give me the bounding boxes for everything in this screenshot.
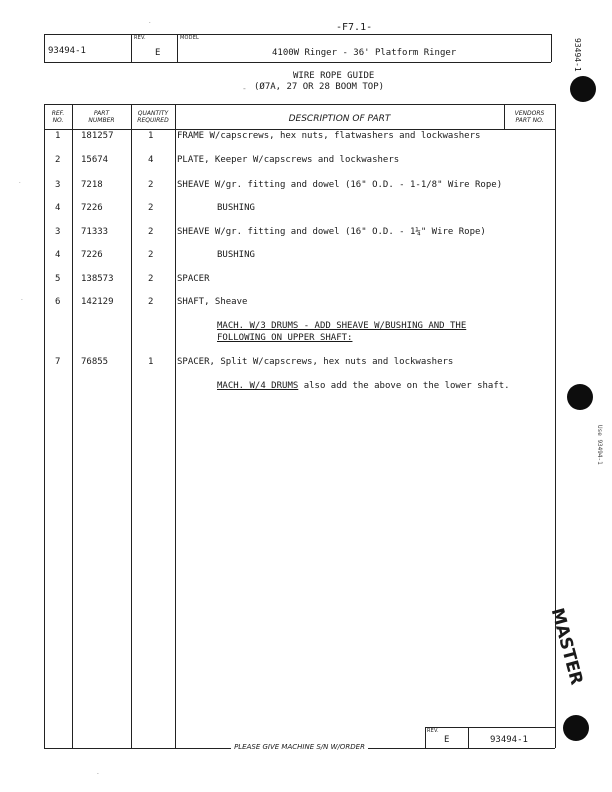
ref-number: 1 xyxy=(55,131,61,141)
description: BUSHING xyxy=(217,250,255,260)
table-left-border xyxy=(44,104,45,748)
binder-hole-bottom xyxy=(563,715,589,741)
header-right-border xyxy=(551,34,552,62)
ref-number: 3 xyxy=(55,227,61,237)
table-right-border xyxy=(555,104,556,748)
ref-number: 4 xyxy=(55,250,61,260)
col-header-qty: QUANTITY REQUIRED xyxy=(137,110,169,124)
ref-number: 4 xyxy=(55,203,61,213)
col-header-vendors: VENDORS PART NO. xyxy=(514,110,545,124)
description: SPACER xyxy=(177,274,210,284)
part-number: 142129 xyxy=(81,297,114,307)
col-header-part: PART NUMBER xyxy=(88,110,115,124)
description: SHEAVE W/gr. fitting and dowel (16" O.D. - 1¼" Wire Rope) xyxy=(177,227,486,237)
binder-hole-middle xyxy=(567,384,593,410)
header-divider-2 xyxy=(177,34,178,62)
master-stamp: MASTER xyxy=(546,606,587,688)
ref-number: 6 xyxy=(55,297,61,307)
quantity: 2 xyxy=(148,250,154,260)
table-top-border xyxy=(44,104,555,105)
part-number: 7226 xyxy=(81,203,103,213)
quantity: 2 xyxy=(148,180,154,190)
quantity: 2 xyxy=(148,274,154,284)
stray-mark: - xyxy=(20,296,24,303)
ref-number: 3 xyxy=(55,180,61,190)
page-number: -F7.1- xyxy=(336,22,373,33)
ink-mark: - xyxy=(242,84,247,93)
header-rev-value: E xyxy=(155,48,161,58)
col-header-ref: REF. NO. xyxy=(51,110,65,124)
col-divider-part xyxy=(131,104,132,748)
description: SHEAVE W/gr. fitting and dowel (16" O.D. - 1-1/8" Wire Rope) xyxy=(177,180,503,190)
part-number: 138573 xyxy=(81,274,114,284)
top-right-code: 93494-1 xyxy=(573,38,582,72)
quantity: 4 xyxy=(148,155,154,165)
description: SHAFT, Sheave xyxy=(177,297,248,307)
description: BUSHING xyxy=(217,203,255,213)
ref-number: 7 xyxy=(55,357,61,367)
description: PLATE, Keeper W/capscrews and lockwashers xyxy=(177,155,400,165)
header-rev-label: REV. xyxy=(134,35,146,41)
quantity: 1 xyxy=(148,131,154,141)
stray-mark: . xyxy=(148,18,152,25)
col-header-description: DESCRIPTION OF PART xyxy=(288,114,391,124)
stray-mark: . xyxy=(18,178,22,185)
part-number: 7218 xyxy=(81,180,103,190)
header-bottom-border xyxy=(44,62,551,63)
ref-number: 5 xyxy=(55,274,61,284)
note-four-drums xyxy=(217,381,510,392)
quantity: 2 xyxy=(148,203,154,213)
part-number: 181257 xyxy=(81,131,114,141)
part-number: 76855 xyxy=(81,357,109,367)
header-model: 4100W Ringer - 36' Platform Ringer xyxy=(272,48,457,58)
quantity: 1 xyxy=(148,357,154,367)
footer-doc-number: 93494-1 xyxy=(490,735,528,745)
part-number: 15674 xyxy=(81,155,109,165)
footer-rev-value: E xyxy=(444,735,450,745)
description: SPACER, Split W/capscrews, hex nuts and lockwashers xyxy=(177,357,454,367)
ref-number: 2 xyxy=(55,155,61,165)
header-doc-number: 93494-1 xyxy=(48,46,86,56)
binder-hole-top xyxy=(570,76,596,102)
quantity: 2 xyxy=(148,297,154,307)
quantity: 2 xyxy=(148,227,154,237)
note-three-drums-line1: MACH. W/3 DRUMS - ADD SHEAVE W/BUSHING AND THE xyxy=(217,321,467,331)
footer-rev-label: REV. xyxy=(427,728,439,734)
part-number: 7226 xyxy=(81,250,103,260)
footer-box-top xyxy=(425,727,555,728)
header-divider-1 xyxy=(131,34,132,62)
section-title: WIRE ROPE GUIDE xyxy=(293,71,375,81)
description: FRAME W/capscrews, hex nuts, flatwashers and lockwashers xyxy=(177,131,481,141)
section-subtitle: (Ø7A, 27 OR 28 BOOM TOP) xyxy=(254,82,385,92)
header-top-border xyxy=(44,34,551,35)
part-number: 71333 xyxy=(81,227,109,237)
column-header-bottom xyxy=(44,129,555,130)
side-edge-text: Use 93494-1 xyxy=(596,425,603,465)
footer-instruction: PLEASE GIVE MACHINE S/N W/ORDER xyxy=(44,743,555,751)
header-model-label: MODEL xyxy=(180,35,200,41)
note-four-drums-rest: also add the above on the lower shaft. xyxy=(298,381,510,391)
note-three-drums-line2: FOLLOWING ON UPPER SHAFT: xyxy=(217,333,353,343)
col-divider-qty xyxy=(175,104,176,748)
note-four-drums-underlined: MACH. W/4 DRUMS xyxy=(217,381,299,391)
stray-mark: - xyxy=(96,770,100,777)
header-left-border xyxy=(44,34,45,62)
col-divider-ref xyxy=(72,104,73,748)
